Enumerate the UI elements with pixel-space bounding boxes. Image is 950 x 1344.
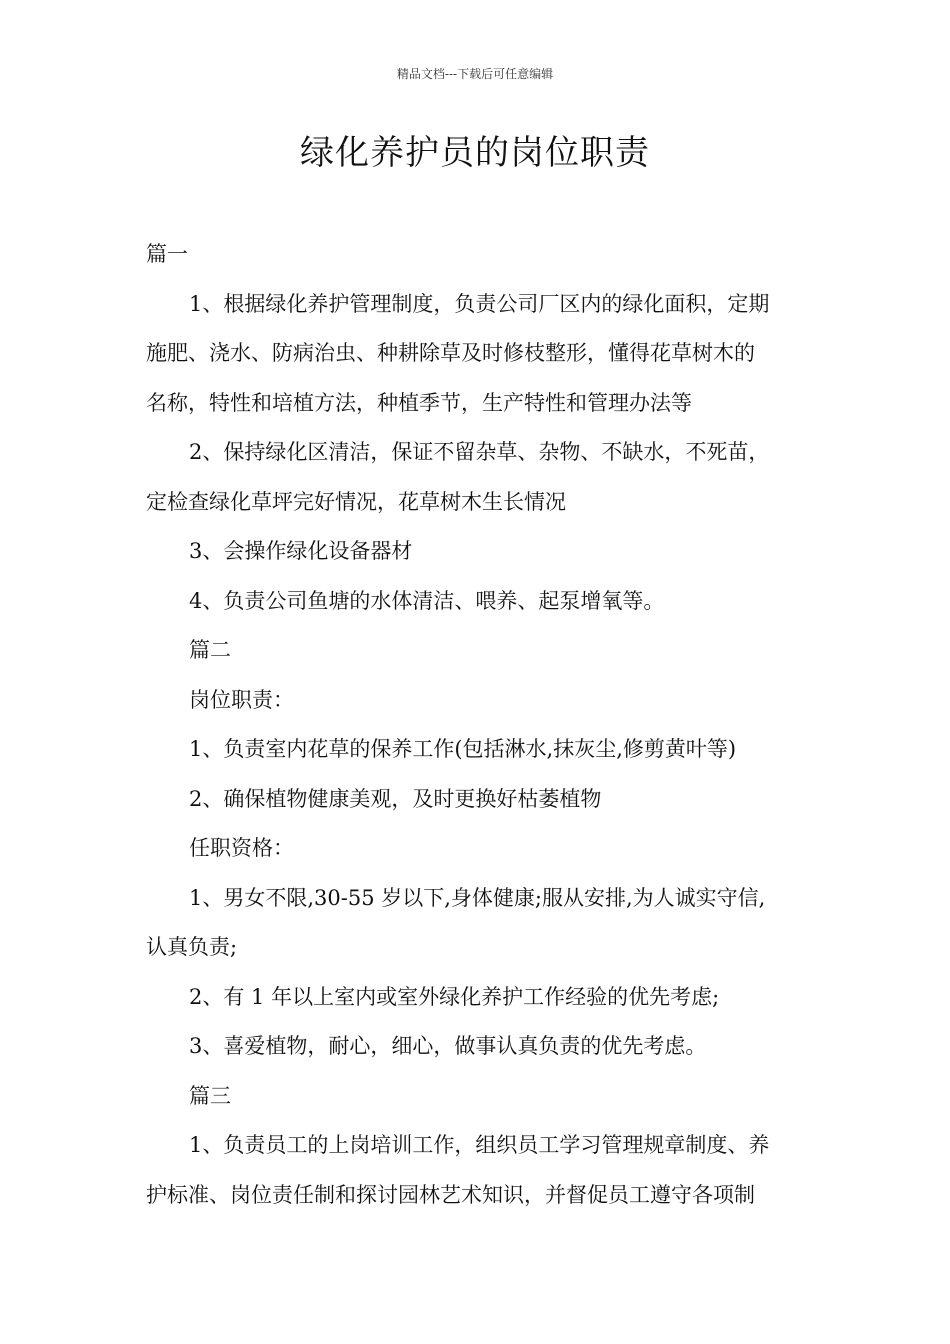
document-title: 绿化养护员的岗位职责	[300, 133, 650, 173]
document-body	[146, 230, 822, 1220]
body-line: 2、保持绿化区清洁，保证不留杂草、杂物、不缺水，不死苗，	[189, 440, 770, 464]
body-line: 篇三	[189, 1083, 231, 1108]
body-line: 篇二	[189, 638, 231, 662]
body-line: 施肥、浇水、防病治虫、种耕除草及时修枝整形，懂得花草树木的	[146, 341, 755, 365]
body-line: 名称，特性和培植方法，种植季节，生产特性和管理办法等	[146, 390, 692, 415]
body-line: 4、负责公司鱼塘的水体清洁、喂养、起泵增氧等。	[189, 588, 665, 613]
body-line: 3、喜爱植物，耐心，细心，做事认真负责的优先考虑。	[189, 1034, 707, 1058]
body-line: 1、男女不限,30-55 岁以下,身体健康;服从安排,为人诚实守信,	[189, 885, 766, 910]
body-line: 1、负责室内花草的保养工作(包括淋水,抹灰尘,修剪黄叶等)	[189, 737, 737, 761]
body-line: 定检查绿化草坪完好情况，花草树木生长情况	[146, 489, 566, 514]
body-line: 3、会操作绿化设备器材	[189, 539, 413, 563]
body-line: 1、根据绿化养护管理制度，负责公司厂区内的绿化面积，定期	[189, 291, 770, 316]
body-line: 2、确保植物健康美观，及时更换好枯萎植物	[189, 786, 602, 811]
body-line: 2、有 1 年以上室内或室外绿化养护工作经验的优先考虑;	[189, 984, 720, 1009]
body-line: 任职资格：	[189, 836, 294, 860]
body-line: 护标准、岗位责任制和探讨园林艺术知识，并督促员工遵守各项制	[146, 1182, 755, 1207]
body-line: 篇一	[146, 242, 188, 266]
page-header-note: 精品文档---下载后可任意编辑	[396, 67, 554, 81]
body-line: 1、负责员工的上岗培训工作，组织员工学习管理规章制度、养	[189, 1133, 770, 1157]
body-line: 岗位职责：	[189, 687, 294, 712]
body-line: 认真负责;	[146, 935, 238, 959]
